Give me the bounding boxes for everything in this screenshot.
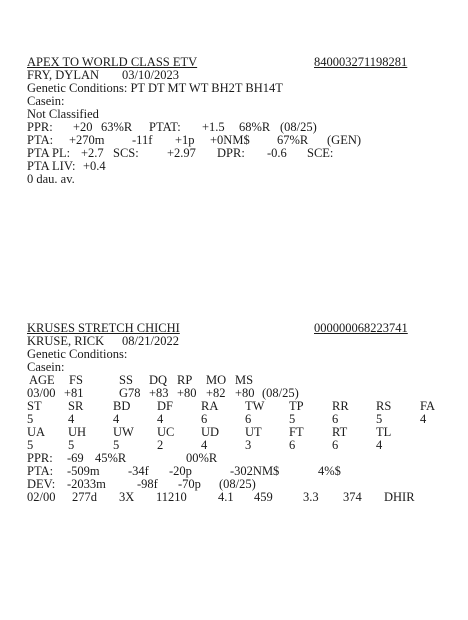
pta-nm: -302NM$ (230, 464, 280, 478)
scs-value: +2.97 (167, 146, 196, 160)
pta-label: PTA: (27, 133, 54, 147)
dev-protein: -70p (178, 477, 201, 491)
score-cell: +83 (149, 386, 169, 400)
score-row (27, 387, 457, 400)
trait-value: 4 (157, 412, 164, 426)
dev-date: (08/25) (219, 477, 256, 491)
trait-label: RS (376, 399, 392, 413)
casein-label: Casein: (27, 360, 65, 374)
ptat-rel: 00%R (186, 451, 218, 465)
genetic-conditions (27, 82, 457, 95)
pta-liv-value: +0.4 (83, 159, 106, 173)
pta-pl-label: PTA PL: (27, 146, 71, 160)
pta-fat: -34f (128, 464, 149, 478)
trait-label: FA (420, 399, 436, 413)
pta-milk: -509m (67, 464, 100, 478)
trait-label: FT (289, 425, 304, 439)
owner-name: KRUSE, RICK (27, 334, 105, 348)
ppr-date: (08/25) (280, 120, 317, 134)
trait-label: UC (157, 425, 175, 439)
trait-value: 6 (245, 412, 252, 426)
score-cell: 03/00 (27, 386, 56, 400)
score-header-cell: FS (69, 373, 83, 387)
lact-days: 277d (72, 490, 97, 504)
pta-liv-label: PTA LIV: (27, 159, 76, 173)
traits1-values (27, 413, 457, 426)
ppr-rel: 45%R (95, 451, 127, 465)
pta-protein: -20p (169, 464, 192, 478)
pta-source: (GEN) (327, 133, 362, 147)
animal-id: 840003271198281 (314, 55, 408, 69)
ptat-value: +1.5 (202, 120, 225, 134)
trait-value: 5 (68, 438, 75, 452)
dev-label: DEV: (27, 477, 56, 491)
score-header-cell: SS (119, 373, 133, 387)
trait-value: 4 (201, 438, 208, 452)
trait-value: 3 (245, 438, 252, 452)
trait-value: 6 (332, 438, 339, 452)
daughters-count: 0 dau. av. (27, 172, 75, 186)
dev-milk: -2033m (67, 477, 106, 491)
traits2-values (27, 439, 457, 452)
trait-label: UD (201, 425, 220, 439)
trait-label: ST (27, 399, 42, 413)
pta-fat: -11f (132, 133, 153, 147)
trait-label: UA (27, 425, 46, 439)
score-cell: G78 (119, 386, 141, 400)
score-header-cell: DQ (149, 373, 168, 387)
ppr-rel: 63%R (101, 120, 133, 134)
trait-label: TP (289, 399, 304, 413)
score-header-cell: RP (177, 373, 193, 387)
trait-label: UW (113, 425, 134, 439)
trait-label: UH (68, 425, 87, 439)
trait-value: 5 (27, 412, 34, 426)
traits2-labels (27, 426, 457, 439)
pta-milk: +270m (69, 133, 105, 147)
trait-label: DF (157, 399, 173, 413)
pta-liv-line (27, 160, 457, 173)
sce-label: SCE: (307, 146, 334, 160)
score-header-cell: MO (206, 373, 227, 387)
pta-rel: 4%$ (318, 464, 341, 478)
animal-name: KRUSES STRETCH CHICHI (27, 321, 180, 335)
score-cell: +80 (235, 386, 255, 400)
trait-label: RA (201, 399, 219, 413)
ppr-label: PPR: (27, 451, 53, 465)
trait-value: 6 (289, 438, 296, 452)
trait-label: TL (376, 425, 392, 439)
daughters-line (27, 173, 457, 186)
owner-date: 08/21/2022 (122, 334, 179, 348)
dev-fat: -98f (137, 477, 158, 491)
trait-value: 2 (157, 438, 164, 452)
owner-date: 03/10/2023 (122, 68, 179, 82)
trait-label: UT (245, 425, 262, 439)
ppr-label: PPR: (27, 120, 53, 134)
trait-value: 4 (376, 438, 383, 452)
trait-label: RR (332, 399, 349, 413)
animal-name: APEX TO WORLD CLASS ETV (27, 55, 198, 69)
trait-value: 6 (332, 412, 339, 426)
trait-value: 6 (201, 412, 208, 426)
trait-label: RT (332, 425, 348, 439)
trait-label: BD (113, 399, 131, 413)
pta-protein: +1p (175, 133, 195, 147)
trait-label: SR (68, 399, 84, 413)
score-cell: +82 (206, 386, 226, 400)
dpr-value: -0.6 (267, 146, 287, 160)
trait-label: TW (245, 399, 265, 413)
genetic-conditions-text: Genetic Conditions: PT DT MT WT BH2T BH14T (27, 81, 283, 95)
trait-value: 5 (27, 438, 34, 452)
pta-nm: +0NM$ (210, 133, 250, 147)
trait-value: 5 (113, 438, 120, 452)
score-header-cell: AGE (29, 373, 55, 387)
record-kruses (27, 322, 457, 504)
lact-milkings: 3X (119, 490, 135, 504)
pta-pl-value: +2.7 (81, 146, 104, 160)
lact-fat-pct: 4.1 (218, 490, 234, 504)
casein-value: Not Classified (27, 107, 99, 121)
traits1-labels (27, 400, 457, 413)
lact-milk: 11210 (156, 490, 187, 504)
trait-value: 4 (68, 412, 75, 426)
pta-label: PTA: (27, 464, 54, 478)
trait-value: 4 (113, 412, 120, 426)
score-cell: +81 (64, 386, 84, 400)
ppr-value: -69 (67, 451, 84, 465)
casein-label: Casein: (27, 94, 65, 108)
lactation-line (27, 491, 457, 504)
lact-fat: 459 (254, 490, 273, 504)
ptat-rel: 68%R (239, 120, 271, 134)
score-cell: +80 (177, 386, 197, 400)
genetic-conditions (27, 348, 457, 361)
score-date: (08/25) (262, 386, 299, 400)
trait-value: 5 (289, 412, 296, 426)
lact-protein-pct: 3.3 (303, 490, 319, 504)
record-apex (27, 56, 457, 186)
genetic-conditions-text: Genetic Conditions: (27, 347, 128, 361)
lact-date: 02/00 (27, 490, 56, 504)
ptat-label: PTAT: (149, 120, 181, 134)
lact-protein: 374 (343, 490, 362, 504)
animal-id: 000000068223741 (314, 321, 408, 335)
trait-value: 5 (376, 412, 383, 426)
dpr-label: DPR: (217, 146, 245, 160)
lact-source: DHIR (384, 490, 415, 504)
pta-rel: 67%R (277, 133, 309, 147)
score-header-cell: MS (235, 373, 254, 387)
owner-name: FRY, DYLAN (27, 68, 100, 82)
scs-label: SCS: (113, 146, 139, 160)
trait-value: 4 (420, 412, 427, 426)
ppr-value: +20 (73, 120, 93, 134)
